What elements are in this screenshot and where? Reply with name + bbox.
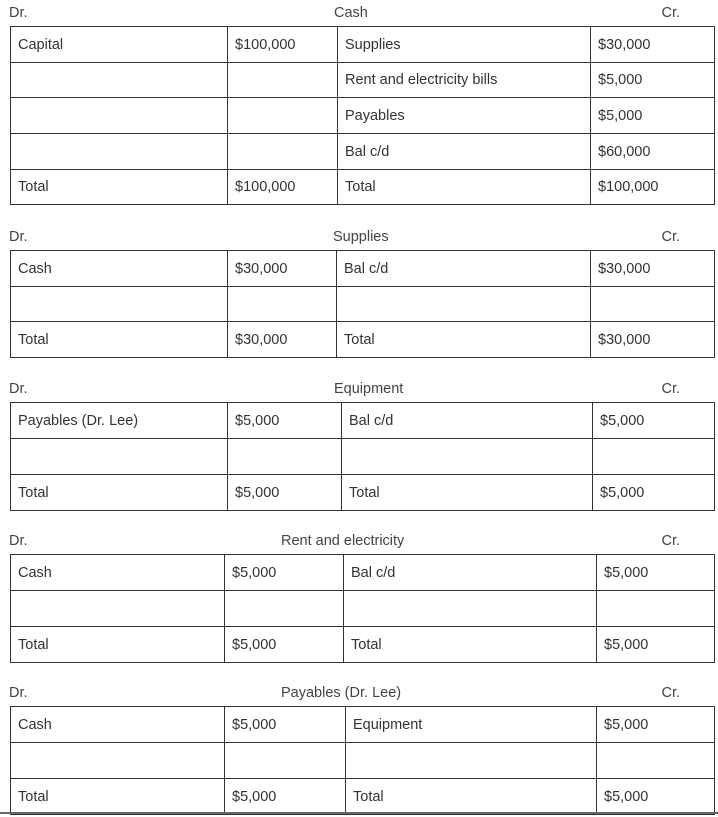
ledger-row <box>11 27 715 63</box>
cr-label: Cr. <box>661 229 680 245</box>
debit-item <box>11 439 228 475</box>
debit-item <box>11 591 225 627</box>
credit-item: Bal c/d <box>337 251 591 287</box>
debit-item: Cash <box>11 251 228 287</box>
credit-item <box>342 439 593 475</box>
debit-amount: $5,000 <box>228 403 342 439</box>
credit-item: Rent and electricity bills <box>338 63 591 98</box>
debit-total-label: Total <box>11 322 228 358</box>
ledger-header <box>0 226 718 248</box>
debit-total-amount: $30,000 <box>228 322 337 358</box>
account-title: Rent and electricity <box>281 533 405 549</box>
ledger-table <box>10 250 715 358</box>
debit-total-amount: $5,000 <box>225 627 344 663</box>
credit-item: Bal c/d <box>344 555 597 591</box>
debit-amount <box>228 287 337 322</box>
cr-label: Cr. <box>661 685 680 701</box>
debit-total-label: Total <box>11 779 225 815</box>
credit-item: Supplies <box>338 27 591 63</box>
ledger-row <box>11 555 715 591</box>
debit-amount: $30,000 <box>228 251 337 287</box>
ledger-row <box>11 251 715 287</box>
total-row <box>11 475 715 511</box>
credit-total-label: Total <box>346 779 597 815</box>
debit-amount <box>228 134 338 170</box>
dr-label: Dr. <box>9 5 28 21</box>
ledger-row <box>11 403 715 439</box>
ledger-header <box>0 682 718 704</box>
debit-amount <box>228 98 338 134</box>
account-title: Equipment <box>334 381 404 397</box>
account-title: Cash <box>334 5 368 21</box>
debit-item <box>11 743 225 779</box>
credit-item: Bal c/d <box>342 403 593 439</box>
dr-label: Dr. <box>9 533 28 549</box>
credit-amount <box>593 439 715 475</box>
ledger-row <box>11 439 715 475</box>
dr-label: Dr. <box>9 685 28 701</box>
credit-amount <box>597 591 715 627</box>
credit-total-label: Total <box>342 475 593 511</box>
debit-item: Cash <box>11 555 225 591</box>
credit-item: Bal c/d <box>338 134 591 170</box>
credit-item <box>337 287 591 322</box>
credit-total-amount: $100,000 <box>591 170 715 205</box>
debit-item <box>11 134 228 170</box>
debit-item <box>11 287 228 322</box>
ledger-header <box>0 378 718 400</box>
credit-amount: $5,000 <box>597 555 715 591</box>
ledger-table <box>10 554 715 663</box>
credit-amount <box>597 743 715 779</box>
ledger-row <box>11 591 715 627</box>
ledger-row <box>11 63 715 98</box>
debit-amount: $100,000 <box>228 27 338 63</box>
debit-amount <box>225 591 344 627</box>
debit-amount <box>228 439 342 475</box>
debit-item: Payables (Dr. Lee) <box>11 403 228 439</box>
ledger-table <box>10 402 715 511</box>
credit-amount: $5,000 <box>591 63 715 98</box>
debit-item <box>11 98 228 134</box>
credit-amount: $60,000 <box>591 134 715 170</box>
debit-amount: $5,000 <box>225 555 344 591</box>
ledger-row <box>11 134 715 170</box>
ledger-header <box>0 2 718 24</box>
cr-label: Cr. <box>661 533 680 549</box>
credit-amount: $5,000 <box>593 403 715 439</box>
ledger-header <box>0 530 718 552</box>
total-row <box>11 627 715 663</box>
debit-total-label: Total <box>11 170 228 205</box>
ledger-row <box>11 287 715 322</box>
ledger-table <box>10 706 715 815</box>
cr-label: Cr. <box>661 5 680 21</box>
account-title: Payables (Dr. Lee) <box>281 685 402 701</box>
cr-label: Cr. <box>661 381 680 397</box>
credit-total-amount: $5,000 <box>597 627 715 663</box>
credit-item: Payables <box>338 98 591 134</box>
ledger-row <box>11 98 715 134</box>
ledger-row <box>11 743 715 779</box>
bottom-divider <box>0 812 718 814</box>
credit-amount: $30,000 <box>591 27 715 63</box>
debit-total-amount: $100,000 <box>228 170 338 205</box>
account-title: Supplies <box>333 229 389 245</box>
credit-item <box>344 591 597 627</box>
dr-label: Dr. <box>9 229 28 245</box>
debit-amount <box>225 743 346 779</box>
credit-item <box>346 743 597 779</box>
total-row <box>11 322 715 358</box>
debit-total-label: Total <box>11 475 228 511</box>
credit-item: Equipment <box>346 707 597 743</box>
debit-total-amount: $5,000 <box>228 475 342 511</box>
credit-total-amount: $5,000 <box>593 475 715 511</box>
credit-amount: $5,000 <box>591 98 715 134</box>
credit-total-label: Total <box>338 170 591 205</box>
debit-amount <box>228 63 338 98</box>
debit-total-label: Total <box>11 627 225 663</box>
credit-amount: $5,000 <box>597 707 715 743</box>
dr-label: Dr. <box>9 381 28 397</box>
credit-amount <box>591 287 715 322</box>
ledger-row <box>11 707 715 743</box>
debit-total-amount: $5,000 <box>225 779 346 815</box>
credit-amount: $30,000 <box>591 251 715 287</box>
credit-total-label: Total <box>337 322 591 358</box>
credit-total-amount: $5,000 <box>597 779 715 815</box>
credit-total-label: Total <box>344 627 597 663</box>
credit-total-amount: $30,000 <box>591 322 715 358</box>
debit-amount: $5,000 <box>225 707 346 743</box>
total-row <box>11 779 715 815</box>
total-row <box>11 170 715 205</box>
debit-item: Cash <box>11 707 225 743</box>
debit-item: Capital <box>11 27 228 63</box>
debit-item <box>11 63 228 98</box>
ledger-table <box>10 26 715 205</box>
